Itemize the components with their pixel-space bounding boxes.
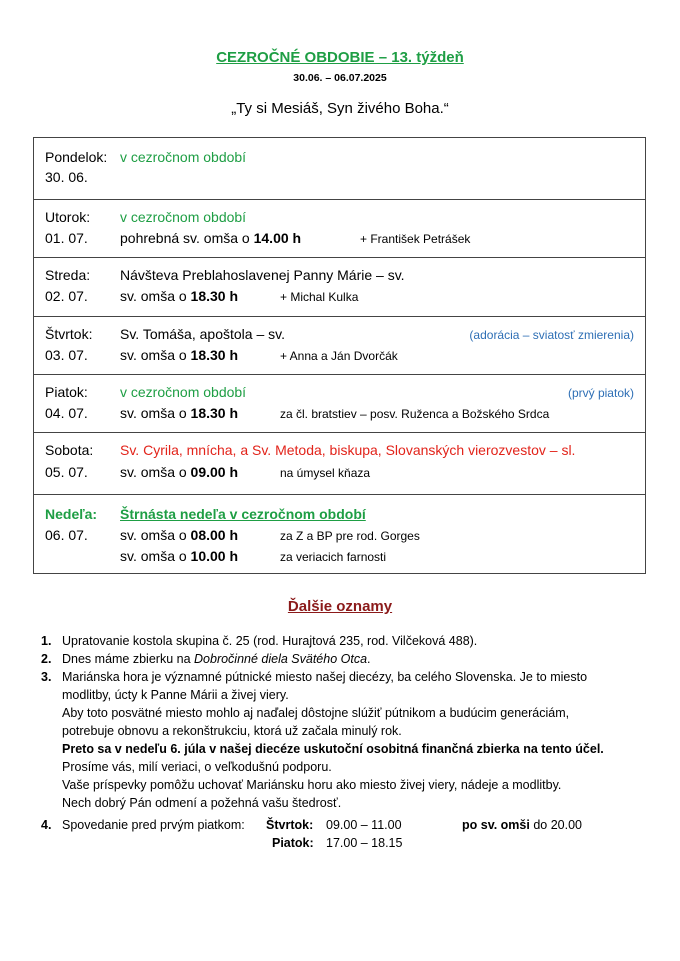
mass-line (120, 527, 238, 543)
liturgical-day: Štrnásta nedeľa v cezročnom období (120, 506, 366, 522)
confession-extra-time: do 20.00 (529, 818, 582, 832)
mass-intention: + František Petrášek (360, 232, 471, 246)
mass-intention: za čl. bratstiev – posv. Ruženca a Božského Srdca (280, 407, 550, 421)
mass-label: sv. omša o (120, 464, 191, 480)
schedule-row-friday (34, 374, 645, 432)
mass-line (120, 288, 238, 304)
mass-intention: za Z a BP pre rod. Gorges (280, 529, 420, 543)
text-part: Dnes máme zbierku na (62, 652, 195, 666)
schedule-row-tuesday (34, 199, 645, 257)
mass-label: pohrebná sv. omša o (120, 230, 254, 246)
mass-line (120, 347, 238, 363)
mass-time: 10.00 h (190, 548, 239, 564)
mass-time: 18.30 h (190, 288, 239, 304)
liturgical-day: Sv. Cyrila, mnícha, a Sv. Metoda, biskupa, Slovanských vierozvestov – sl. (120, 442, 576, 458)
announcement-line: Mariánska hora je významné pútnické miesto našej diecézy, ba celého Slovenska. Je to miesto (62, 670, 588, 684)
day-note: (adorácia – sviatosť zmierenia) (469, 328, 634, 342)
schedule-row-thursday (34, 316, 645, 374)
schedule-row-monday (34, 138, 645, 199)
announcement-line: potrebuje obnovu a rekonštrukciu, ktorá už začala minulý rok. (62, 724, 402, 738)
schedule-row-wednesday (34, 257, 645, 316)
announcement-text: Spovedanie pred prvým piatkom: (62, 818, 245, 832)
announcement-line: Vaše príspevky pomôžu uchovať Mariánsku horu ako miesto živej viery, nádeje a modlitby. (62, 778, 562, 792)
liturgical-day: v cezročnom období (120, 149, 247, 165)
day-name: Nedeľa: (45, 506, 98, 522)
day-name: Sobota: (45, 442, 94, 458)
day-name: Streda: (45, 267, 91, 283)
mass-line (120, 405, 238, 421)
gospel-quote: „Ty si Mesiáš, Syn živého Boha.“ (231, 100, 449, 117)
liturgical-day: v cezročnom období (120, 209, 247, 225)
mass-label: sv. omša o (120, 347, 191, 363)
announcement-line: Aby toto posvätné miesto mohlo aj naďalej dôstojne slúžiť pútnikom a budúcim generáciám, (62, 706, 570, 720)
day-date: 03. 07. (45, 347, 88, 363)
mass-time: 14.00 h (253, 230, 302, 246)
weekly-schedule (33, 137, 646, 574)
bulletin-title: CEZROČNÉ OBDOBIE – 13. týždeň (216, 49, 464, 66)
mass-intention: na úmysel kňaza (280, 466, 371, 480)
day-date: 06. 07. (45, 527, 88, 543)
week-dates: 30.06. – 06.07.2025 (293, 72, 387, 84)
confession-extra (462, 818, 582, 832)
mass-line (120, 548, 238, 564)
day-name: Štvrtok: (45, 326, 93, 342)
mass-label: sv. omša o (120, 288, 191, 304)
mass-line (120, 464, 238, 480)
mass-label: sv. omša o (120, 405, 191, 421)
mass-intention: + Anna a Ján Dvorčák (280, 349, 398, 363)
announcements-heading: Ďalšie oznamy (287, 598, 393, 615)
day-name: Pondelok: (45, 149, 108, 165)
day-date: 30. 06. (45, 169, 88, 185)
liturgical-day: Sv. Tomáša, apoštola – sv. (120, 326, 285, 342)
item-number: 3. (41, 670, 52, 684)
day-date: 05. 07. (45, 464, 88, 480)
item-number: 1. (41, 634, 52, 648)
mass-intention: + Michal Kulka (280, 290, 359, 304)
day-note: (prvý piatok) (567, 386, 634, 400)
liturgical-day: Návšteva Preblahoslavenej Panny Márie – sv. (120, 267, 405, 283)
confession-time: 17.00 – 18.15 (326, 836, 403, 850)
item-number: 2. (41, 652, 52, 666)
mass-intention: za veriacich farnosti (280, 550, 387, 564)
announcement-text: Upratovanie kostola skupina č. 25 (rod. Hurajtová 235, rod. Vilčeková 488). (62, 634, 478, 648)
liturgical-day: v cezročnom období (120, 384, 247, 400)
day-date: 02. 07. (45, 288, 88, 304)
mass-time: 09.00 h (190, 464, 239, 480)
mass-time: 18.30 h (190, 347, 239, 363)
announcement-text (62, 652, 371, 666)
confession-extra-bold: po sv. omši (462, 818, 530, 832)
confession-day: Štvrtok: (266, 818, 314, 832)
text-part: . (367, 652, 371, 666)
schedule-row-sunday (34, 494, 645, 573)
confession-day: Piatok: (272, 836, 314, 850)
confession-time: 09.00 – 11.00 (326, 818, 402, 832)
day-date: 04. 07. (45, 405, 88, 421)
day-name: Utorok: (45, 209, 91, 225)
announcement-line: Prosíme vás, milí veriaci, o veľkodušnú podporu. (62, 760, 332, 774)
day-date: 01. 07. (45, 230, 88, 246)
mass-label: sv. omša o (120, 527, 191, 543)
mass-time: 18.30 h (190, 405, 239, 421)
day-name: Piatok: (45, 384, 88, 400)
mass-line (120, 230, 301, 246)
announcement-line: modlitby, úcty k Panne Márii a živej viery. (62, 688, 289, 702)
schedule-row-saturday (34, 432, 645, 494)
collection-name: Dobročinné diela Svätého Otca (194, 652, 368, 666)
announcement-line: Nech dobrý Pán odmení a požehná vašu štedrosť. (62, 796, 342, 810)
mass-label: sv. omša o (120, 548, 191, 564)
mass-time: 08.00 h (190, 527, 239, 543)
item-number: 4. (41, 818, 52, 832)
announcement-line-bold: Preto sa v nedeľu 6. júla v našej diecéze uskutoční osobitná finančná zbierka na tento účel. (62, 742, 604, 756)
